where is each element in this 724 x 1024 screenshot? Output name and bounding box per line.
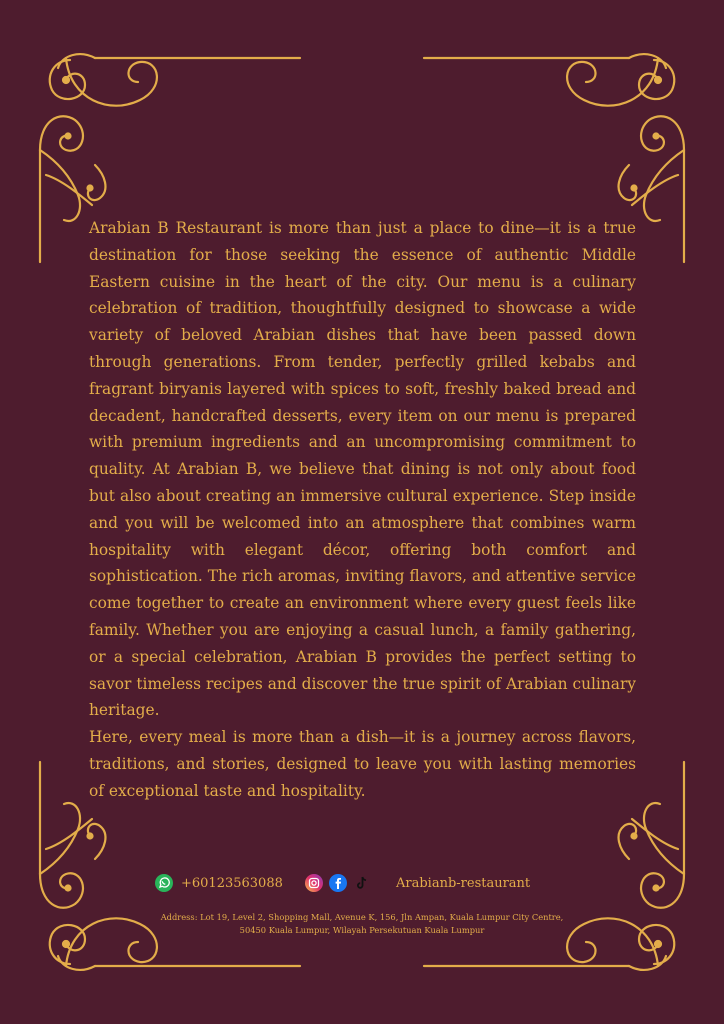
tiktok-icon[interactable]	[353, 874, 371, 892]
facebook-icon[interactable]	[329, 874, 347, 892]
about-paragraph-1: Arabian B Restaurant is more than just a place to dine—it is a true destination for those seeking the essence of authentic Middle Eastern cuisine in the heart of the city. Our menu is a culinary celebration of tradition, thoughtfully designed to showcase a wide variety of beloved Arabian dishes that have been passed down through generations. From tender, perfectly grilled kebabs and fragrant biryanis layered with spices to soft, freshly baked bread and decadent, handcrafted desserts, every item on our menu is prepared with premium ingredients and an uncompromising commitment to quality. At Arabian B, we believe that dining is not only about food but also about creating an immersive cultural experience. Step inside and you will be welcomed into an atmosphere that combines warm hospitality with elegant décor, offering both comfort and sophistication. The rich aromas, inviting flavors, and attentive service come together to create an environment where every guest feels like family. Whether you are enjoying a casual lunch, a family gathering, or a special celebration, Arabian B provides the perfect setting to savor timeless recipes and discover the true spirit of Arabian culinary heritage.	[89, 219, 636, 720]
whatsapp-icon	[155, 874, 173, 892]
contact-bar	[0, 870, 724, 896]
about-text	[89, 215, 636, 805]
address-text: Address: Lot 19, Level 2, Shopping Mall, Avenue K, 156, Jln Ampan, Kuala Lumpur City Centre, 50450 Kuala Lumpur, Wilayah Persekutuan Kuala Lumpur	[160, 912, 564, 935]
about-paragraph-2: Here, every meal is more than a dish—it is a journey across flavors, traditions, and stories, designed to leave you with lasting memories of exceptional taste and hospitality.	[89, 728, 636, 800]
phone-number: +60123563088	[181, 875, 283, 891]
social-handle[interactable]: Arabianb-restaurant	[396, 875, 531, 891]
social-icons	[305, 870, 371, 896]
instagram-icon[interactable]	[305, 874, 323, 892]
phone-contact[interactable]	[155, 870, 283, 896]
